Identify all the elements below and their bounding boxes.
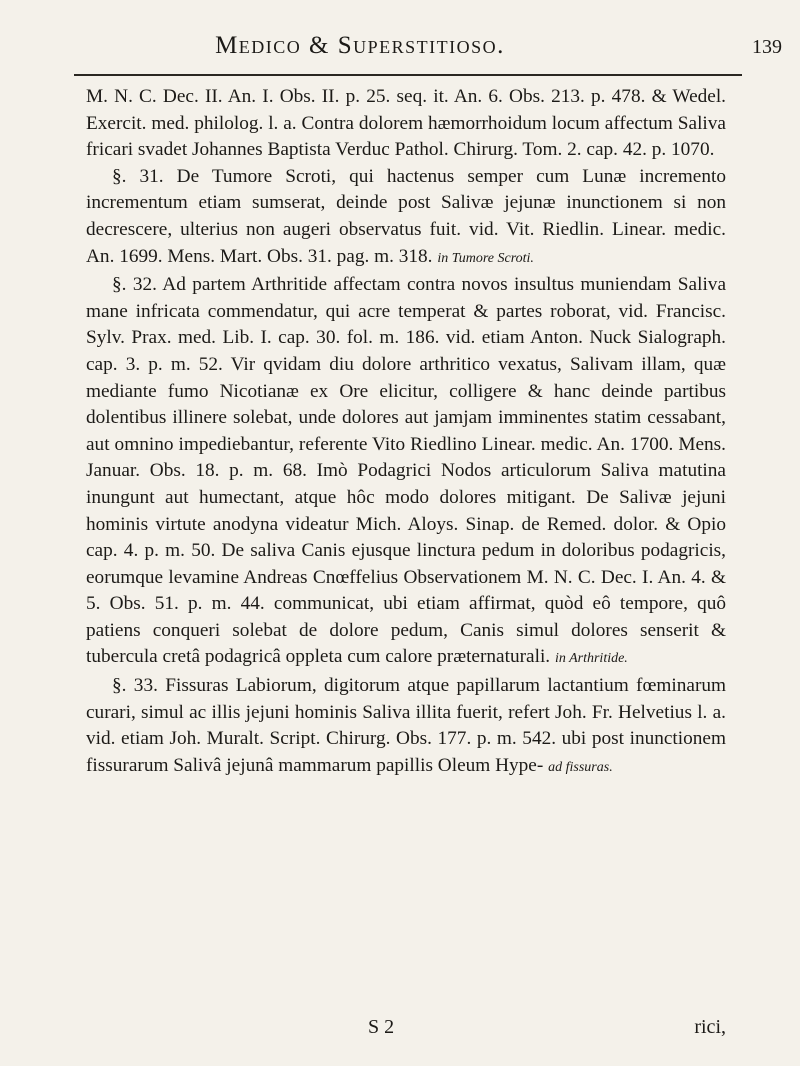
paragraph-section-32 — [86, 272, 726, 673]
section-33-text: §. 33. Fissuras Labiorum, digitorum atque papillarum lactantium fœminarum curari, simul ac illis jejuni hominis Saliva illita fuerit, refert Joh. Fr. Helvetius l. a. vid. etiam Joh. Muralt. Script. Chirurg. Obs. 177. p. m. 542. ubi post inunctionem fissurarum Salivâ jejunâ mammarum papillis Oleum Hype- — [86, 675, 726, 776]
running-title: Medico & Superstitioso. — [215, 32, 505, 59]
body-text — [86, 84, 726, 781]
section-31-text: §. 31. De Tumore Scroti, qui hactenus semper cum Lunæ incremento incrementum etiam sumserat, deinde post Salivæ jejunæ inunctionem si non decrescere, ulterius non augeri observatus fuit. vid. Vit. Riedlin. Linear. medic. An. 1699. Mens. Mart. Obs. 31. pag. m. 318. — [86, 165, 726, 267]
margin-note-fissuras: ad fissuras. — [548, 759, 613, 775]
page-header — [0, 30, 800, 70]
page-number: 139 — [752, 36, 782, 58]
margin-note-tumore-scroti: in Tumore Scroti. — [437, 250, 534, 266]
paragraph-section-33 — [86, 673, 726, 781]
catchword: rici, — [694, 1016, 726, 1038]
paragraph-section-31 — [86, 164, 726, 272]
page-footer — [86, 1016, 726, 1046]
signature-mark: S 2 — [368, 1016, 395, 1038]
margin-note-arthritide: in Arthritide. — [554, 651, 628, 667]
section-32-text: §. 32. Ad partem Arthritide affectam contra novos insultus muniendam Saliva mane infricata commendatur, qui acre temperat & partes roborat, vid. Francisc. Sylv. Prax. med. Lib. I. cap. 30. fol. m. 186. vid. etiam Anton. Nuck Sialograph. cap. 3. p. m. 52. Vir qvidam diu dolore arthritico vexatus, Salivam illam, quæ mediante fumo Nicotianæ ex Ore elicitur, colligere & hanc deinde partibus dolentibus illinere solebat, unde dolores aut jamjam imminentes statim cessabant, aut omnino impediebantur, referente Vito Riedlino Linear. medic. An. 1700. Mens. Januar. Obs. 18. p. m. 68. Imò Podagrici Nodos articulorum Saliva matutina inungunt aut humectant, atque hôc modo dolores mitigant. De Salivæ jejuni hominis virtute anodyna videatur Mich. Aloys. Sinap. de Remed. dolor. & Opio cap. 4. p. m. 50. De saliva Canis ejusque linctura pedum in doloribus podagricis, eorumque levamine Andreas Cnœffelius Observationem M. N. C. Dec. I. An. 4. & 5. Obs. 51. p. m. 44. communicat, ubi etiam affirmat, quòd eô tempore, quô patiens conqueri solebat de dolore pedum, Canis simul dolores senserit & tubercula cretâ podagricâ oppleta cum calore præternaturali. — [86, 274, 726, 668]
paragraph-citation-continuation: M. N. C. Dec. II. An. I. Obs. II. p. 25. seq. it. An. 6. Obs. 213. p. 478. & Wedel. Exercit. med. philolog. l. a. Contra dolorem hæmorrhoidum locum affectum Saliva fricari svadet Johannes Baptista Verduc Pathol. Chirurg. Tom. 2. cap. 42. p. 1070. — [86, 86, 726, 161]
header-rule — [74, 74, 742, 76]
